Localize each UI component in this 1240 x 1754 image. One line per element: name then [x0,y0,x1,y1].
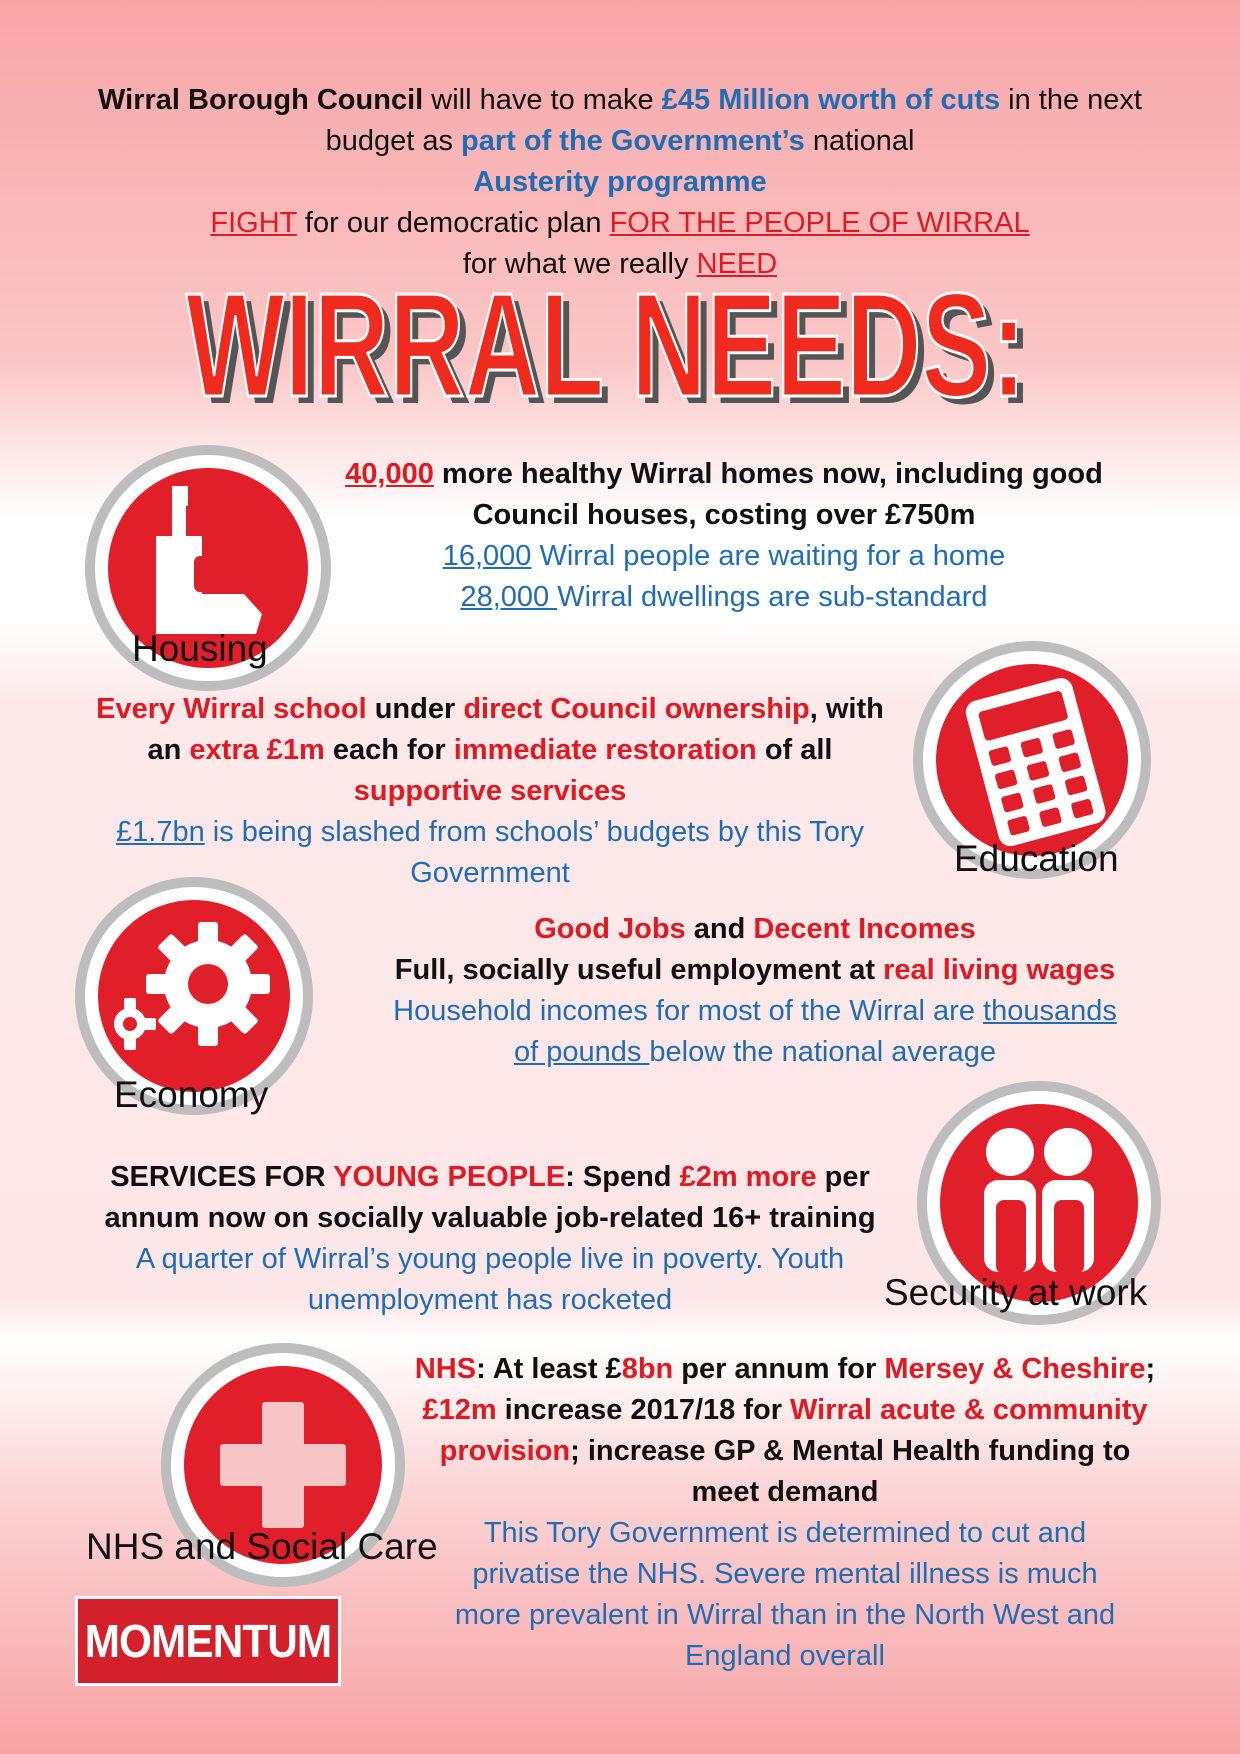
housing-text: 40,000 more healthy Wirral homes now, including good Council houses, costing over £750m 16,000 Wirral people are waiting for a home 28,000 Wirral dwellings are sub-standard [345,458,1103,613]
security-label: Security at work [884,1272,1148,1313]
svg-text:WIRRAL NEEDS:: WIRRAL NEEDS: [193,278,1033,428]
austerity-programme: Austerity programme [473,166,767,198]
cuts-amount: £45 Million worth of cuts [661,84,1001,116]
intro-text: Wirral Borough Council will have to make £45 Million worth of cuts in the next budget as part of the Government’s national Austerity programme FIGHT for our democratic plan FOR THE PEOPLE OF WIRRAL for what we really NEED [98,84,1142,280]
nhs-label: NHS and Social Care [86,1526,438,1567]
economy-label: Economy [114,1074,269,1115]
need-text: NEED [696,248,778,280]
education-text: Every Wirral school under direct Council ownership, with an extra £1m each for immediate restoration of all supportive services £1.7bn is being slashed from schools’ budgets by this Tory Government [96,693,884,889]
momentum-logo: MOMENTUM [75,1596,341,1686]
education-label: Education [954,838,1119,879]
page-headline [176,278,1036,428]
fight-text: FIGHT [210,207,297,239]
council-name: Wirral Borough Council [98,84,424,116]
svg-text:WIRRAL NEEDS:: WIRRAL NEEDS: [186,278,1026,428]
housing-label: Housing [132,628,268,669]
economy-text: Good Jobs and Decent Incomes Full, socially useful employment at real living wages Household incomes for most of the Wirral are thousands of pounds below the national average [393,913,1117,1068]
nhs-text: NHS: At least £8bn per annum for Mersey & Cheshire; £12m increase 2017/18 for Wirral acute & community provision; increase GP & Mental Health funding to meet demand This Tory Government is determined to cut and privatise the NHS. Severe mental illness is much more prevalent in Wirral than in the North West and England overall [414,1353,1156,1672]
security-text: SERVICES FOR YOUNG PEOPLE: Spend £2m more per annum now on socially valuable job-related 16+ training A quarter of Wirral’s young people live in poverty. Youth unemployment has rocketed [104,1161,876,1316]
